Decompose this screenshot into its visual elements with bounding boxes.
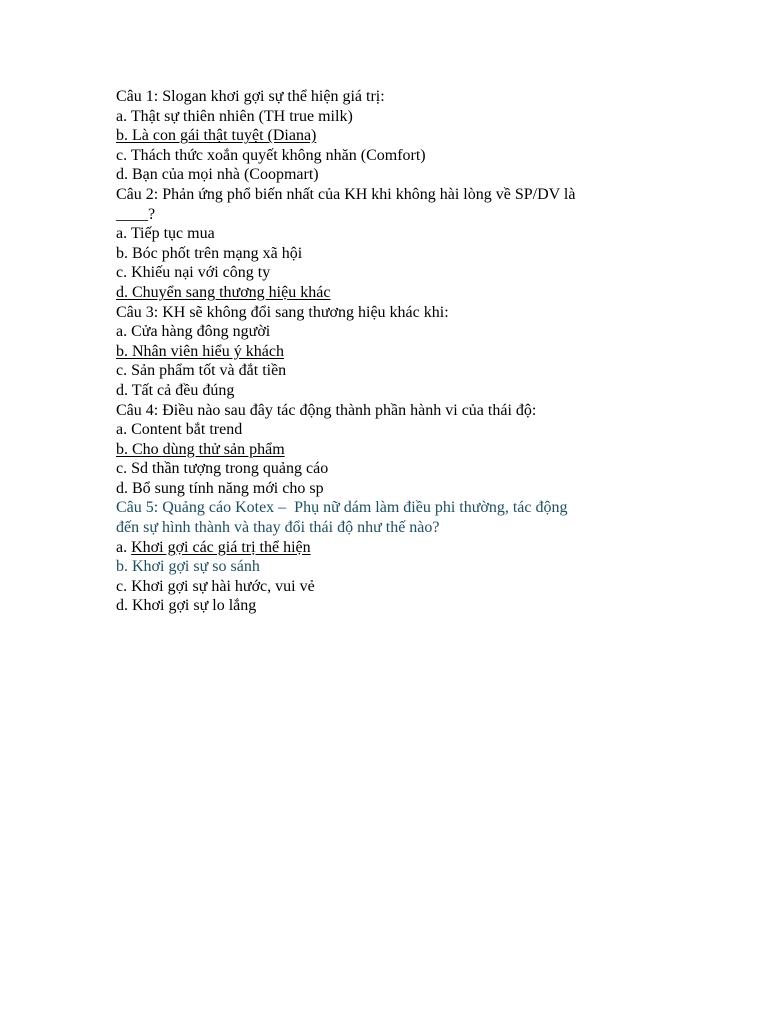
q5-option-c: c. Khơi gợi sự hài hước, vui vẻ xyxy=(116,577,315,595)
question-3: Câu 3: KH sẽ không đổi sang thương hiệu khác khi: xyxy=(116,303,449,321)
q4-option-a: a. Content bắt trend xyxy=(116,421,243,439)
question-2-line-2: ____? xyxy=(116,205,156,223)
q4-option-c: c. Sd thần tượng trong quảng cáo xyxy=(116,460,329,478)
q3-option-d: d. Tất cả đều đúng xyxy=(116,381,235,399)
document-page xyxy=(116,87,656,616)
q3-option-b-answer xyxy=(116,342,656,362)
q2-option-a: a. Tiếp tục mua xyxy=(116,225,215,243)
q4-option-b-text: b. Cho dùng thử sản phẩm xyxy=(116,440,285,458)
q3-option-b-text: b. Nhân viên hiểu ý khách xyxy=(116,342,284,360)
question-1: Câu 1: Slogan khơi gợi sự thể hiện giá trị: xyxy=(116,88,385,105)
q5-option-a-answer xyxy=(116,538,656,558)
q1-option-c: c. Thách thức xoắn quyết không nhăn (Comfort) xyxy=(116,146,426,164)
q1-option-d: d. Bạn của mọi nhà (Coopmart) xyxy=(116,166,319,184)
question-5-line-1: Câu 5: Quảng cáo Kotex – Phụ nữ dám làm điều phi thường, tác động xyxy=(116,499,568,517)
q3-option-c: c. Sản phẩm tốt và đắt tiền xyxy=(116,362,287,380)
q2-option-b: b. Bóc phốt trên mạng xã hội xyxy=(116,244,303,262)
q5-option-b: b. Khơi gợi sự so sánh xyxy=(116,558,260,576)
q1-option-b-answer xyxy=(116,126,656,146)
q5-option-a-text: Khơi gợi các giá trị thể hiện xyxy=(131,538,311,556)
q2-option-d-text: d. Chuyển sang thương hiệu khác xyxy=(116,283,331,301)
question-2-line-1: Câu 2: Phản ứng phổ biến nhất của KH khi không hài lòng về SP/DV là xyxy=(116,185,576,203)
q5-option-a-prefix: a. xyxy=(116,538,132,556)
q5-option-d: d. Khơi gợi sự lo lắng xyxy=(116,597,257,615)
q4-option-d: d. Bổ sung tính năng mới cho sp xyxy=(116,479,324,497)
question-4: Câu 4: Điều nào sau đây tác động thành phần hành vi của thái độ: xyxy=(116,401,537,419)
q3-option-a: a. Cửa hàng đông người xyxy=(116,323,271,341)
q4-option-b-answer xyxy=(116,440,656,460)
q1-option-b-text: b. Là con gái thật tuyệt (Diana) xyxy=(116,127,317,145)
q2-option-c: c. Khiếu nại với công ty xyxy=(116,264,271,282)
q1-option-a: a. Thật sự thiên nhiên (TH true milk) xyxy=(116,107,353,125)
question-5-line-2: đến sự hình thành và thay đổi thái độ như thế nào? xyxy=(116,519,440,537)
q2-option-d-answer xyxy=(116,283,656,303)
